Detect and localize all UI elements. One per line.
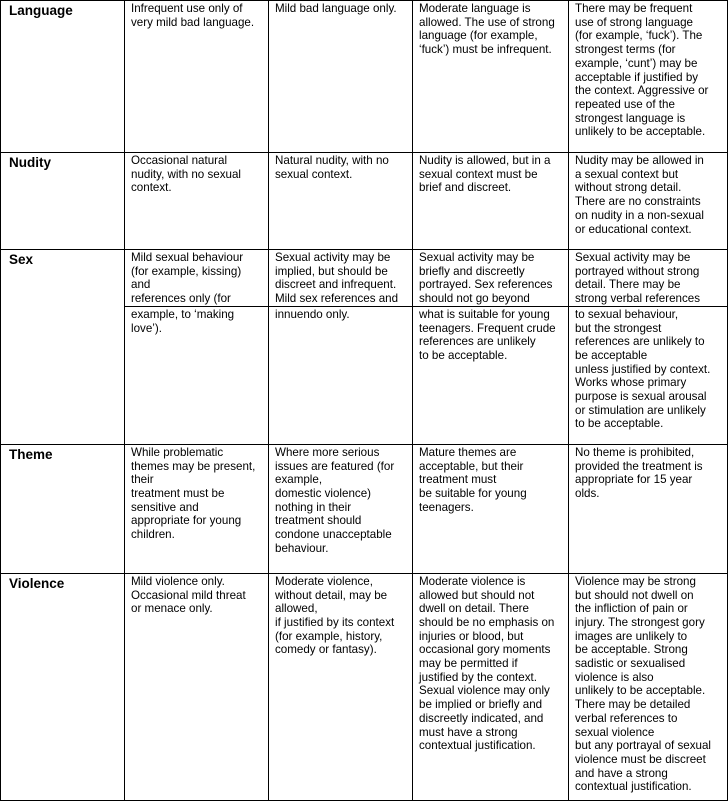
cell-text-line: example, to ‘making — [131, 307, 235, 321]
cell-text-line: use of strong language — [575, 15, 693, 29]
cell-text-line: olds. — [575, 486, 600, 500]
table-row — [1, 1, 728, 153]
cell-text-line: Where more serious — [275, 445, 380, 459]
guideline-cell — [413, 1, 569, 153]
cell-text-line: language (for example, — [419, 29, 538, 43]
cell-text-line: Sexual violence may only — [419, 684, 550, 698]
cell-text-line: portrayed without strong — [575, 264, 700, 278]
cell-text-line: be acceptable — [575, 348, 648, 362]
cell-text-line: their — [131, 473, 154, 487]
guideline-cell — [413, 306, 569, 444]
row-category-label: Sex — [1, 250, 125, 307]
row-category-label: Theme — [1, 444, 125, 573]
cell-text-line: to sexual behaviour, — [575, 307, 679, 321]
row-category-label: Language — [1, 1, 125, 153]
guideline-cell — [569, 444, 728, 573]
cell-text-line: nudity, with no sexual — [131, 167, 241, 181]
table-row — [1, 306, 728, 444]
guideline-cell — [569, 1, 728, 153]
cell-text-line: themes may be present, — [131, 459, 256, 473]
cell-text-line: There may be detailed — [575, 698, 691, 712]
cell-text-line: and have a strong — [575, 766, 668, 780]
cell-text-line: teenagers. — [419, 500, 474, 514]
cell-text-line: to be acceptable. — [575, 417, 664, 431]
cell-text-line: but any portrayal of sexual — [575, 739, 711, 753]
cell-text-line: strongest terms (for — [575, 43, 676, 57]
cell-text-line: allowed, — [275, 602, 318, 616]
cell-text-line: provided the treatment is — [575, 459, 703, 473]
guideline-cell — [413, 573, 569, 800]
cell-text-line: discreet and infrequent. — [275, 278, 397, 292]
cell-text-line: injuries or blood, but — [419, 629, 524, 643]
cell-text-line: be implied or briefly and — [419, 698, 543, 712]
guideline-cell — [125, 1, 269, 153]
guideline-cell — [269, 444, 413, 573]
cell-text-line: allowed but should not — [419, 588, 535, 602]
cell-text-line: Mild violence only. — [131, 574, 225, 588]
cell-text-line: Moderate violence, — [275, 574, 373, 588]
cell-text-line: context. — [131, 181, 172, 195]
cell-text-line: implied, but should be — [275, 264, 388, 278]
guideline-cell — [269, 573, 413, 800]
cell-text-line: without strong detail. — [575, 181, 682, 195]
cell-text-line: (for example, history, — [275, 629, 383, 643]
cell-text-line: There are no constraints — [575, 195, 701, 209]
cell-text-line: be suitable for young — [419, 486, 527, 500]
cell-text-line: strongest language is — [575, 111, 686, 125]
cell-text-line: unlikely to be acceptable. — [575, 125, 706, 139]
cell-text-line: Violence may be strong — [575, 574, 696, 588]
cell-text-line: sexual context must be — [419, 167, 538, 181]
cell-text-line: appropriate for 15 year — [575, 473, 693, 487]
cell-text-line: (for example, ‘fuck’). The — [575, 29, 703, 43]
table-row — [1, 250, 728, 307]
cell-text-line: appropriate for young — [131, 514, 242, 528]
cell-text-line: There may be frequent — [575, 2, 693, 15]
cell-text-line: (for example, kissing) — [131, 264, 242, 278]
cell-text-line: verbal references to — [575, 711, 678, 725]
cell-text-line: the infliction of pain or — [575, 602, 688, 616]
guideline-cell — [125, 250, 269, 307]
guideline-cell — [125, 573, 269, 800]
cell-text-line: acceptable, but their — [419, 459, 524, 473]
cell-text-line: but should not dwell on — [575, 588, 694, 602]
cell-text-line: Nudity is allowed, but in a — [419, 154, 551, 167]
cell-text-line: discreetly indicated, and — [419, 711, 544, 725]
cell-text-line: dwell on detail. There — [419, 602, 529, 616]
cell-text-line: Mature themes are — [419, 445, 517, 459]
cell-text-line: very mild bad language. — [131, 15, 255, 29]
cell-text-line: Mild bad language only. — [275, 2, 397, 15]
cell-text-line: Natural nudity, with no — [275, 154, 389, 167]
guideline-cell — [569, 573, 728, 800]
cell-text-line: sexual context. — [275, 167, 353, 181]
row-category-label: Nudity — [1, 153, 125, 250]
cell-text-line: Nudity may be allowed in — [575, 154, 704, 167]
cell-text-line: treatment must — [419, 473, 497, 487]
cell-text-line: and — [131, 278, 151, 292]
cell-text-line: or educational context. — [575, 222, 692, 236]
cell-text-line: portrayed. Sex references — [419, 278, 553, 292]
cell-text-line: nothing in their — [275, 500, 352, 514]
cell-text-line: should not go beyond — [419, 292, 530, 306]
cell-text-line: be acceptable. Strong — [575, 643, 688, 657]
cell-text-line: acceptable if justified by — [575, 70, 699, 84]
cell-text-line: may be permitted if — [419, 657, 518, 671]
cell-text-line: justified by the context. — [419, 670, 537, 684]
cell-text-line: a sexual context but — [575, 167, 679, 181]
cell-text-line: sexual violence — [575, 725, 655, 739]
guideline-cell — [569, 306, 728, 444]
guideline-cell — [569, 250, 728, 307]
cell-text-line: purpose is sexual arousal — [575, 390, 707, 404]
cell-text-line: Moderate violence is — [419, 574, 526, 588]
cell-text-line: Occasional natural — [131, 154, 228, 167]
cell-text-line: images are unlikely to — [575, 629, 688, 643]
cell-text-line: behaviour. — [275, 541, 329, 555]
cell-text-line: ‘fuck’) must be infrequent. — [419, 43, 552, 57]
cell-text-line: violence must be discreet — [575, 752, 706, 766]
cell-text-line: treatment must be — [131, 486, 225, 500]
cell-text-line: the context. Aggressive or — [575, 84, 709, 98]
cell-text-line: brief and discreet. — [419, 181, 512, 195]
cell-text-line: should be no emphasis on — [419, 615, 555, 629]
cell-text-line: comedy or fantasy). — [275, 643, 377, 657]
cell-text-line: teenagers. Frequent crude — [419, 321, 556, 335]
cell-text-line: condone unacceptable — [275, 528, 392, 542]
cell-text-line: Occasional mild threat — [131, 588, 246, 602]
guideline-cell — [269, 1, 413, 153]
cell-text-line: but the strongest — [575, 321, 662, 335]
cell-text-line: briefly and discreetly — [419, 264, 525, 278]
table-row — [1, 153, 728, 250]
guideline-cell — [569, 153, 728, 250]
guideline-cell — [269, 250, 413, 307]
cell-text-line: occasional gory moments — [419, 643, 551, 657]
cell-text-line: repeated use of the — [575, 97, 675, 111]
table-row — [1, 573, 728, 800]
guideline-cell — [125, 306, 269, 444]
guideline-cell — [125, 153, 269, 250]
cell-text-line: without detail, may be — [275, 588, 388, 602]
cell-text-line: example, — [275, 473, 323, 487]
cell-text-line: unlikely to be acceptable. — [575, 684, 706, 698]
cell-text-line: detail. There may be — [575, 278, 681, 292]
cell-text-line: if justified by its context — [275, 615, 395, 629]
cell-text-line: issues are featured (for — [275, 459, 395, 473]
cell-text-line: love’). — [131, 321, 162, 335]
guideline-cell — [413, 444, 569, 573]
cell-text-line: references are unlikely to — [575, 335, 705, 349]
cell-text-line: Sexual activity may be — [419, 251, 535, 264]
cell-text-line: While problematic — [131, 445, 224, 459]
cell-text-line: or menace only. — [131, 602, 213, 616]
cell-text-line: must have a strong — [419, 725, 518, 739]
cell-text-line: references only (for — [131, 292, 231, 306]
cell-text-line: Mild sex references and — [275, 292, 399, 306]
cell-text-line: treatment should — [275, 514, 362, 528]
cell-text-line: strong verbal references — [575, 292, 701, 306]
cell-text-line: to be acceptable. — [419, 348, 508, 362]
cell-text-line: injury. The strongest gory — [575, 615, 705, 629]
cell-text-line: sadistic or sexualised — [575, 657, 686, 671]
guideline-cell — [413, 250, 569, 307]
cell-text-line: Sexual activity may be — [275, 251, 391, 264]
cell-text-line: innuendo only. — [275, 307, 350, 321]
cell-text-line: references are unlikely — [419, 335, 536, 349]
cell-text-line: children. — [131, 528, 175, 542]
cell-text-line: what is suitable for young — [419, 307, 550, 321]
cell-text-line: or stimulation are unlikely — [575, 403, 706, 417]
cell-text-line: sensitive and — [131, 500, 199, 514]
cell-text-line: No theme is prohibited, — [575, 445, 695, 459]
cell-text-line: on nudity in a non-sexual — [575, 208, 704, 222]
cell-text-line: contextual justification. — [419, 739, 536, 753]
guideline-cell — [125, 444, 269, 573]
cell-text-line: example, ‘cunt’) may be — [575, 56, 698, 70]
cell-text-line: contextual justification. — [575, 780, 692, 794]
guideline-cell — [413, 153, 569, 250]
cell-text-line: violence is also — [575, 670, 654, 684]
cell-text-line: Works whose primary — [575, 376, 687, 390]
cell-text-line: Moderate language is — [419, 2, 531, 15]
cell-text-line: allowed. The use of strong — [419, 15, 555, 29]
cell-text-line: Mild sexual behaviour — [131, 251, 244, 264]
cell-text-line: Infrequent use only of — [131, 2, 243, 15]
guideline-cell — [269, 153, 413, 250]
guideline-cell — [269, 306, 413, 444]
cell-text-line: Sexual activity may be — [575, 251, 691, 264]
table-row — [1, 444, 728, 573]
cell-text-line: domestic violence) — [275, 486, 372, 500]
row-category-label: Violence — [1, 573, 125, 800]
cell-text-line: unless justified by context. — [575, 362, 711, 376]
row-category-label — [1, 306, 125, 444]
